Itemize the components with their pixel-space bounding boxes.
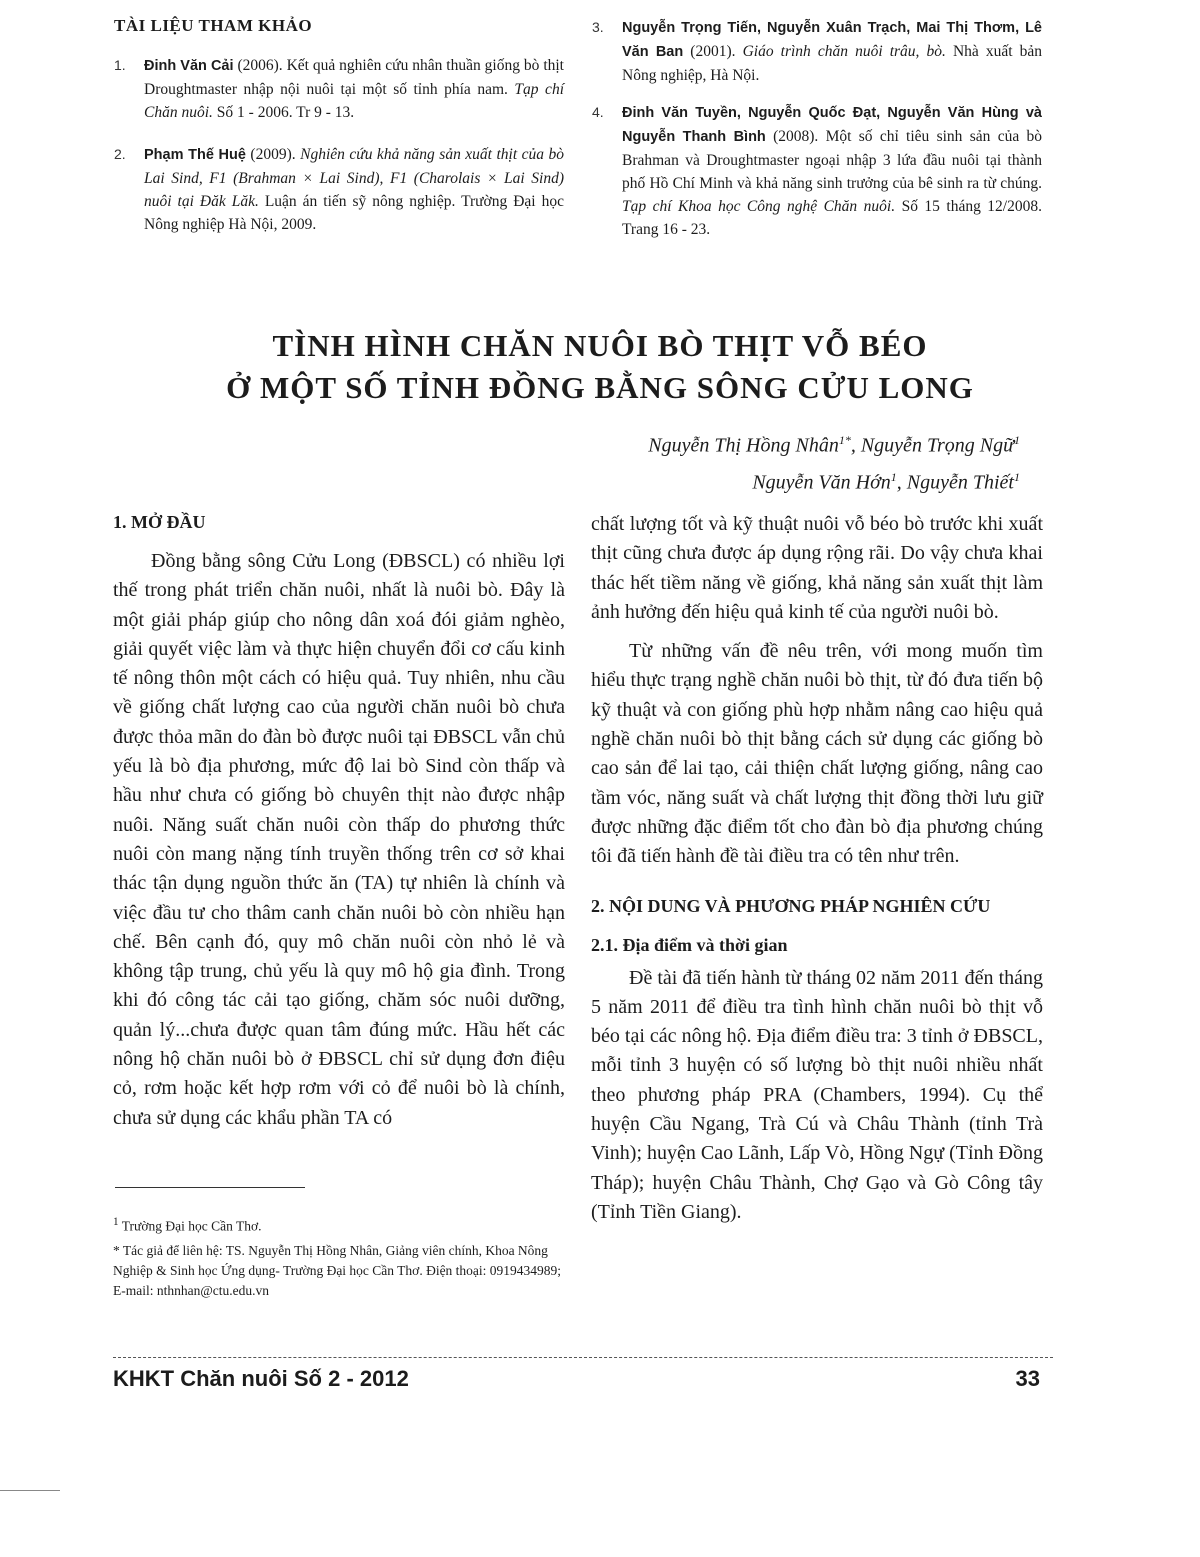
- page-number: 33: [1015, 1366, 1040, 1391]
- footnote-mark: 1: [113, 1216, 119, 1228]
- reference-authors: Nguyễn Trọng Tiến, Nguyễn Xuân Trạch, Mai Thị Thơm, Lê Văn Ban: [622, 20, 1042, 60]
- reference-number: 3.: [592, 19, 604, 35]
- body-paragraph: chất lượng tốt và kỹ thuật nuôi vỗ béo bò trước khi xuất thịt cũng chưa được áp dụng rộng rãi. Do vậy chưa khai thác hết tiềm năng về giống, khả năng sản xuất thịt làm ảnh hưởng đến hiệu quả kinh tế của người nuôi bò.: [591, 513, 1043, 623]
- reference-item: [114, 54, 564, 124]
- author-line-1: [560, 425, 1020, 462]
- reference-text: (2008). Một số chỉ tiêu sinh sản của bò Brahman và Droughtmaster ngoại nhập 3 lứa đầu nuôi tại thành phố Hồ Chí Minh và khả năng sinh trưởng của bê sinh ra từ chúng.: [622, 128, 1043, 192]
- reference-number: 1.: [114, 57, 126, 73]
- author-affiliation-mark: 1: [890, 469, 897, 484]
- reference-tail: Luận án tiến sỹ nông nghiệp. Trường Đại học Nông nghiệp Hà Nội, 2009.: [144, 193, 564, 233]
- reference-text: (2009).: [245, 146, 301, 163]
- reference-tail: Số 1 - 2006. Tr 9 - 13.: [212, 104, 355, 121]
- reference-title: Nghiên cứu khả năng sản xuất thịt của bò Lai Sind, F1 (Brahman × Lai Sind), F1 (Charolais × Lai Sind) nuôi tại Đăk Lăk.: [144, 146, 564, 210]
- author-name: Nguyễn Văn Hớn: [752, 471, 891, 494]
- right-column: [591, 510, 1043, 1227]
- reference-authors: Đinh Văn Cải: [144, 58, 234, 74]
- reference-body: [144, 54, 564, 124]
- author-name: , Nguyễn Trọng Ngữ: [850, 434, 1014, 457]
- reference-item: [592, 101, 1042, 241]
- reference-body: [622, 16, 1042, 87]
- reference-number: 4.: [592, 104, 604, 120]
- author-affiliation-mark: 1: [1014, 469, 1020, 484]
- author-line-2: [560, 462, 1020, 499]
- reference-item: [114, 143, 564, 236]
- body-paragraph: Đồng bằng sông Cửu Long (ĐBSCL) có nhiều lợi thế trong phát triển chăn nuôi, nhất là nuôi bò. Đây là một giải pháp giúp cho nông dân xoá đói giảm nghèo, giải quyết việc làm và thực hiện chuyển đổi cơ cấu kinh tế nông thôn một cách có hiệu quả. Tuy nhiên, nhu cầu về giống chất lượng cao của người chăn nuôi bò chưa được thỏa mãn do đàn bò được nuôi tại ĐBSCL vẫn chủ yếu là bò địa phương, mức độ lai bò Sind còn thấp và hầu như chưa có giống bò chuyên thịt nào được nhập nuôi. Năng suất chăn nuôi còn thấp do phương thức nuôi còn mang nặng tính truyền thống trên cơ sở khai thác tận dụng nguồn thức ăn (TA) tự nhiên là chính và việc đầu tư cho thâm canh chăn nuôi bò còn nhiều hạn chế. Bên cạnh đó, quy mô chăn nuôi còn nhỏ lẻ và không tập trung, chủ yếu là quy mô hộ gia đình. Trong khi đó công tác cải tạo giống, chăm sóc nuôi dưỡng, quản lý...chưa được quan tâm đúng mức. Hầu hết các nông hộ chăn nuôi bò ở ĐBSCL chỉ sử dụng đơn điệu cỏ, rơm hoặc kết hợp rơm với cỏ để nuôi bò là chính, chưa sử dụng các khẩu phần TA có: [113, 550, 565, 1129]
- reference-item: [592, 16, 1042, 87]
- footer-divider: [113, 1357, 1053, 1358]
- author-list: [560, 425, 1020, 498]
- scan-edge-mark: [0, 1490, 60, 1491]
- footnote-contact: [113, 1241, 565, 1301]
- footnote-text: Tác giả để liên hệ: TS. Nguyễn Thị Hồng Nhân, Giảng viên chính, Khoa Nông Nghiệp & Sinh học Ứng dụng- Trường Đại học Cần Thơ. Điện thoại: 0919434989; E-mail: nthnhan@ctu.edu.vn: [113, 1242, 562, 1298]
- article-title-line1: TÌNH HÌNH CHĂN NUÔI BÒ THỊT VỖ BÉO: [272, 328, 928, 363]
- left-column: [113, 512, 565, 1133]
- reference-body: [622, 101, 1042, 241]
- section-heading: 1. MỞ ĐẦU: [113, 512, 206, 532]
- reference-tail: Nhà xuất bản Nông nghiệp, Hà Nội.: [622, 43, 1043, 84]
- author-name: , Nguyễn Thiết: [896, 471, 1014, 494]
- reference-number: 2.: [114, 146, 126, 162]
- section-heading: 2. NỘI DUNG VÀ PHƯƠNG PHÁP NGHIÊN CỨU: [591, 895, 991, 916]
- footnote-divider: [115, 1187, 305, 1188]
- reference-authors: Phạm Thế Huệ: [144, 147, 246, 163]
- article-title-line2: Ở MỘT SỐ TỈNH ĐỒNG BẰNG SÔNG CỬU LONG: [226, 370, 974, 405]
- body-paragraph: Đề tài đã tiến hành từ tháng 02 năm 2011 đến tháng 5 năm 2011 để điều tra tình hình chăn nuôi bò thịt vỗ béo tại các nông hộ. Địa điểm điều tra: 3 tỉnh ở ĐBSCL, mỗi tỉnh 3 huyện có số lượng bò thịt nuôi nhiều nhất theo phương pháp PRA (Chambers, 1994). Cụ thể huyện Cầu Ngang, Trà Cú và Châu Thành (tỉnh Trà Vinh); huyện Cao Lãnh, Lấp Vò, Hồng Ngự (Tỉnh Đồng Tháp); huyện Châu Thành, Chợ Gạo và Gò Công tây (Tỉnh Tiền Giang).: [591, 966, 1043, 1223]
- reference-text: (2006). Kết quả nghiên cứu nhân thuần giống bò thịt Droughtmaster nhập nội nuôi tại một số tỉnh phía nam.: [144, 57, 564, 98]
- reference-text: (2001).: [683, 43, 743, 60]
- footnote-mark: *: [113, 1242, 120, 1258]
- journal-name: KHKT Chăn nuôi Số 2 - 2012: [113, 1366, 409, 1391]
- reference-title: Giáo trình chăn nuôi trâu, bò.: [742, 43, 946, 60]
- footnote-text: Trường Đại học Cần Thơ.: [121, 1218, 262, 1234]
- article-title: [100, 325, 1100, 409]
- body-paragraph: Từ những vấn đề nêu trên, với mong muốn tìm hiểu thực trạng nghề chăn nuôi bò thịt, từ đó đưa tiến bộ kỹ thuật và con giống phù hợp nhằm nâng cao hiệu quả nghề chăn nuôi bò thịt bằng cách sử dụng các giống bò cao sản để lai tạo, cải thiện chất lượng giống, nâng cao tầm vóc, năng suất và chất lượng thịt đồng thời lưu giữ được những đặc điểm tốt cho đàn bò địa phương chúng tôi đã tiến hành đề tài điều tra có tên như trên.: [591, 640, 1043, 868]
- footnotes: [113, 1212, 565, 1305]
- subsection-heading: 2.1. Địa điểm và thời gian: [591, 934, 788, 955]
- reference-authors: Đinh Văn Tuyền, Nguyễn Quốc Đạt, Nguyễn Văn Hùng và Nguyễn Thanh Bình: [622, 105, 1042, 145]
- reference-journal: Tạp chí Chăn nuôi.: [144, 81, 564, 121]
- footnote-affiliation: [113, 1212, 565, 1237]
- author-name: Nguyễn Thị Hồng Nhân: [648, 434, 839, 457]
- author-affiliation-mark: 1: [1014, 433, 1020, 447]
- reference-tail: Số 15 tháng 12/2008. Trang 16 - 23.: [622, 198, 1042, 238]
- reference-body: [144, 143, 564, 236]
- author-affiliation-mark: 1*: [838, 433, 851, 447]
- references-heading: TÀI LIỆU THAM KHẢO: [114, 16, 313, 35]
- reference-journal: Tạp chí Khoa học Công nghệ Chăn nuôi.: [622, 198, 896, 215]
